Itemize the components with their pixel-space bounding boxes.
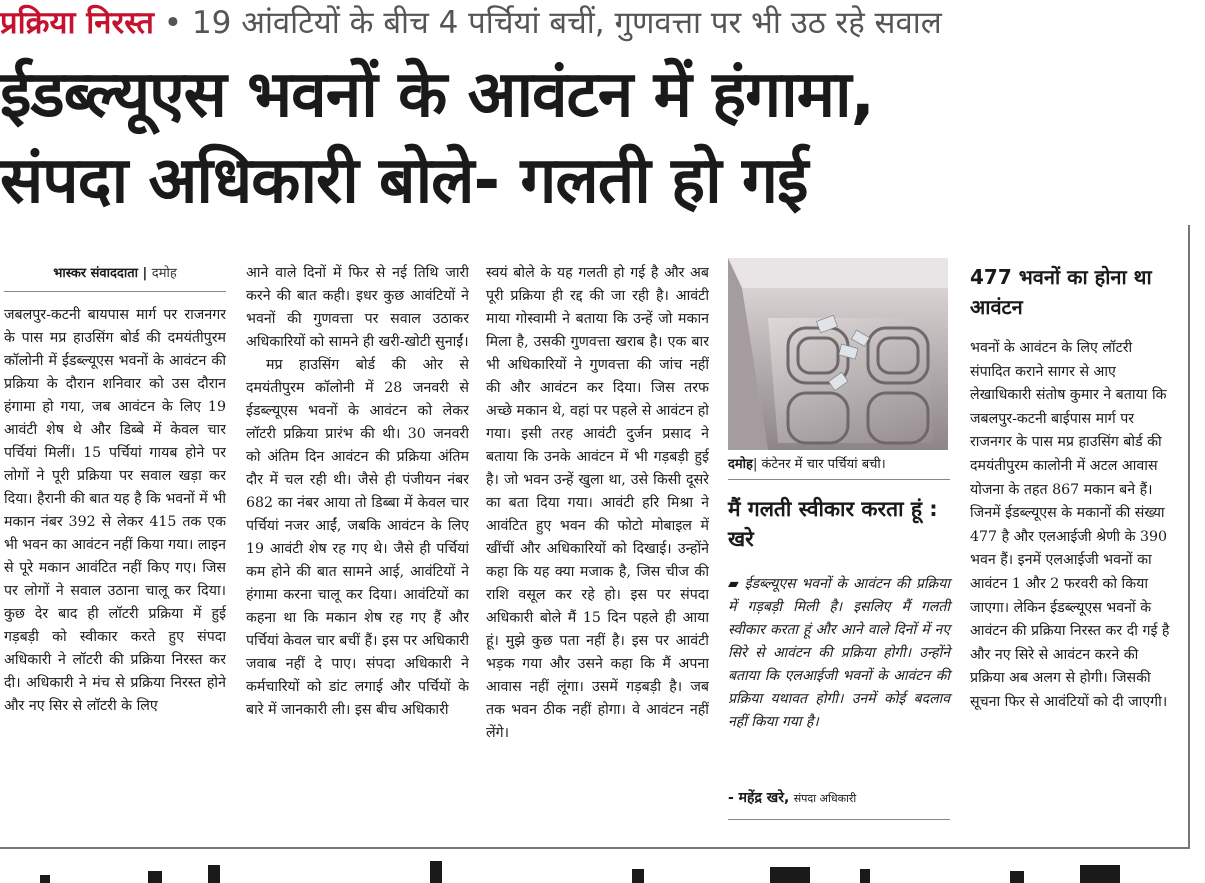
article-column-1 bbox=[4, 262, 226, 832]
byline-separator: | bbox=[137, 266, 152, 281]
quote-marker-icon: ▰ bbox=[728, 576, 739, 592]
paragraph: आने वाले दिनों में फिर से नई तिथि जारी करने की बात कही। इधर कुछ आवंटियों ने भवनों की गुणवत्ता पर सवाल उठाकर अधिकारियों को सामने ही खरी-खोटी सुनाईं। bbox=[246, 265, 469, 350]
article-column-2 bbox=[246, 262, 469, 832]
next-article-headline-cropped bbox=[0, 857, 1205, 883]
quote-person-title: संपदा अधिकारी bbox=[793, 792, 857, 805]
byline-place: दमोह bbox=[151, 266, 177, 281]
headline bbox=[0, 52, 1205, 224]
next-headline-fragments bbox=[0, 857, 1205, 883]
article-column-3 bbox=[486, 262, 709, 832]
frame-rule-bottom bbox=[0, 847, 1190, 849]
headline-line-1: ईडब्ल्यूएस भवनों के आवंटन में हंगामा, bbox=[0, 58, 874, 132]
kicker-text: 19 आंवटियों के बीच 4 पर्चियां बचीं, गुणवत्ता पर भी उठ रहे सवाल bbox=[191, 5, 942, 41]
ballot-box-photo bbox=[728, 258, 948, 450]
caption-separator: | bbox=[752, 457, 762, 472]
paragraph: जबलपुर-कटनी बायपास मार्ग पर राजनगर के पास मप्र हाउसिंग बोर्ड की दमयंतीपुरम कॉलोनी में ईडब्ल्यूएस भवनों के आवंटन की प्रक्रिया के दौरान शनिवार को उस दौरान हंगामा हो गया, जब आवंटन के लिए 19 आवंटी शेष थे और डिब्बे में केवल चार पर्चियां मिलीं। 15 पर्चियां गायब होने पर लोगों ने पूरी प्रक्रिया पर सवाल खड़ा कर दिया। हैरानी की बात यह है कि भवनों में भी मकान नंबर 392 से लेकर 415 तक एक भी भवन का आवंटन नहीं किया गया। लाइन से पूरे मकान आवंटित नहीं किए गए। जिस पर लोगों ने सवाल उठाना चालू कर दिया। कुछ देर बाद ही लॉटरी प्रक्रिया में हुई गड़बड़ी को स्वीकार करते हुए संपदा अधिकारी ने लॉटरी की प्रक्रिया निरस्त कर दी। अधिकारी ने मंच से प्रक्रिया निरस्त होने और नए सिर से लॉटरी के लिए bbox=[4, 307, 226, 714]
caption-place: दमोह bbox=[728, 457, 753, 472]
sidebar-body: भवनों के आवंटन के लिए लॉटरी संपादित कराने सागर से आए लेखाधिकारी संतोष कुमार ने बताया कि जबलपुर-कटनी बाईपास मार्ग पर राजनगर के पास मप्र हाउसिंग बोर्ड की दमयंतीपुरम कालोनी में अटल आवास योजना के तहत 867 मकान बने हैं। जिनमें ईडब्ल्यूएस के मकानों की संख्या 477 है और एलआईजी श्रेणी के 390 भवन हैं। इनमें एलआईजी भवनों का आवंटन 1 और 2 फरवरी को किया जाएगा। लेकिन ईडब्ल्यूएस भवनों के आवंटन की प्रक्रिया निरस्त कर दी गई है और नए सिरे से आवंटन करने की प्रक्रिया अब अलग से होगी। जिसकी सूचना फिर से आवंटियों को दी जाएगी। bbox=[970, 340, 1170, 710]
quote-person-name: - महेंद्र खरे, bbox=[728, 790, 790, 806]
frame-rule-right bbox=[1188, 225, 1190, 847]
quote-attribution bbox=[728, 788, 950, 820]
photo-caption bbox=[728, 455, 950, 480]
byline bbox=[4, 262, 226, 292]
byline-name: भास्कर संवाददाता bbox=[53, 266, 138, 281]
sidebar-heading: 477 भवनों का होना था आवंटन bbox=[970, 265, 1152, 319]
headline-line-2: संपदा अधिकारी बोले- गलती हो गई bbox=[0, 144, 808, 218]
quote-box-heading: मैं गलती स्वीकार करता हूं : खरे bbox=[728, 497, 938, 551]
quote-box-body bbox=[728, 573, 950, 734]
kicker-line bbox=[0, 0, 1205, 48]
ballot-box-illustration bbox=[728, 258, 948, 450]
kicker-tag: प्रक्रिया निरस्त bbox=[0, 5, 154, 41]
paragraph: स्वयं बोले के यह गलती हो गई है और अब पूरी प्रक्रिया ही रद्द की जा रही है। आवंटी माया गोस्वामी ने बताया कि उन्हें जो मकान मिला है, उसकी गुणवत्ता खराब है। एक बार भी अधिकारियों ने गुणवत्ता की जांच नहीं की और आवंटन कर दिया। जिस तरफ अच्छे मकान थे, वहां पर पहले से आवंटन हो गया। इसी तरह आवंटी दुर्जन प्रसाद ने बताया कि उनके आवंटन में भी गड़बड़ी हुई है। जो भवन उन्हें खुला था, उसे किसी दूसरे का बता दिया गया। आवंटी हरि मिश्रा ने आवंटित हुए भवन की फोटो मोबाइल में खींचीं और अधिकारियों को दिखाई। उन्होंने कहा कि यह क्या मजाक है, जिस चीज की राशि वसूल कर रहे हो। इस पर संपदा अधिकारी बोले मैं 15 दिन पहले ही आया हूं। मुझे कुछ पता नहीं है। इस पर आवंटी भड़क गया और उसने कहा कि मैं अपना आवास नहीं लूंगा। उसमें गड़बड़ी है। जब तक भवन ठीक नहीं होगा। वे आवंटन नहीं लेंगे। bbox=[486, 265, 709, 741]
paragraph: मप्र हाउसिंग बोर्ड की ओर से दमयंतीपुरम कॉलोनी में 28 जनवरी से ईडब्ल्यूएस भवनों के आवंटन को लेकर लॉटरी प्रक्रिया प्रारंभ की थी। 30 जनवरी को अंतिम दिन आवंटन की प्रक्रिया अंतिम दौर में चल रही थी। जैसे ही पंजीयन नंबर 682 का नंबर आया तो डिब्बा में केवल चार पर्चियां नजर आईं, जबकि आवंटन के लिए 19 आवंटी शेष रह गए थे। जैसे ही पर्चियां कम होने की बात सामने आई, आवंटियों ने हंगामा करना चालू कर दिया। आवंटियों का कहना था कि मकान शेष रह गए हैं और पर्चियां केवल चार बचीं हैं। इस पर अधिकारी जवाब नहीं दे पाए। संपदा अधिकारी ने कर्मचारियों को डांट लगाई और पर्चियों के बारे में जानकारी ली। इस बीच अधिकारी bbox=[246, 357, 469, 718]
kicker-bullet: • bbox=[163, 5, 183, 41]
caption-text: कंटेनर में चार पर्चियां बची। bbox=[761, 457, 886, 472]
quote-text: ईडब्ल्यूएस भवनों के आवंटन की प्रक्रिया में गड़बड़ी मिली है। इसलिए मैं गलती स्वीकार करता हूं और आने वाले दिनों में नए सिरे से आवंटन की प्रक्रिया होगी। उन्होंने बताया कि एलआईजी भवनों के आवंटन की प्रक्रिया यथावत होगी। उनमें कोई बदलाव नहीं किया गया है। bbox=[728, 576, 951, 730]
